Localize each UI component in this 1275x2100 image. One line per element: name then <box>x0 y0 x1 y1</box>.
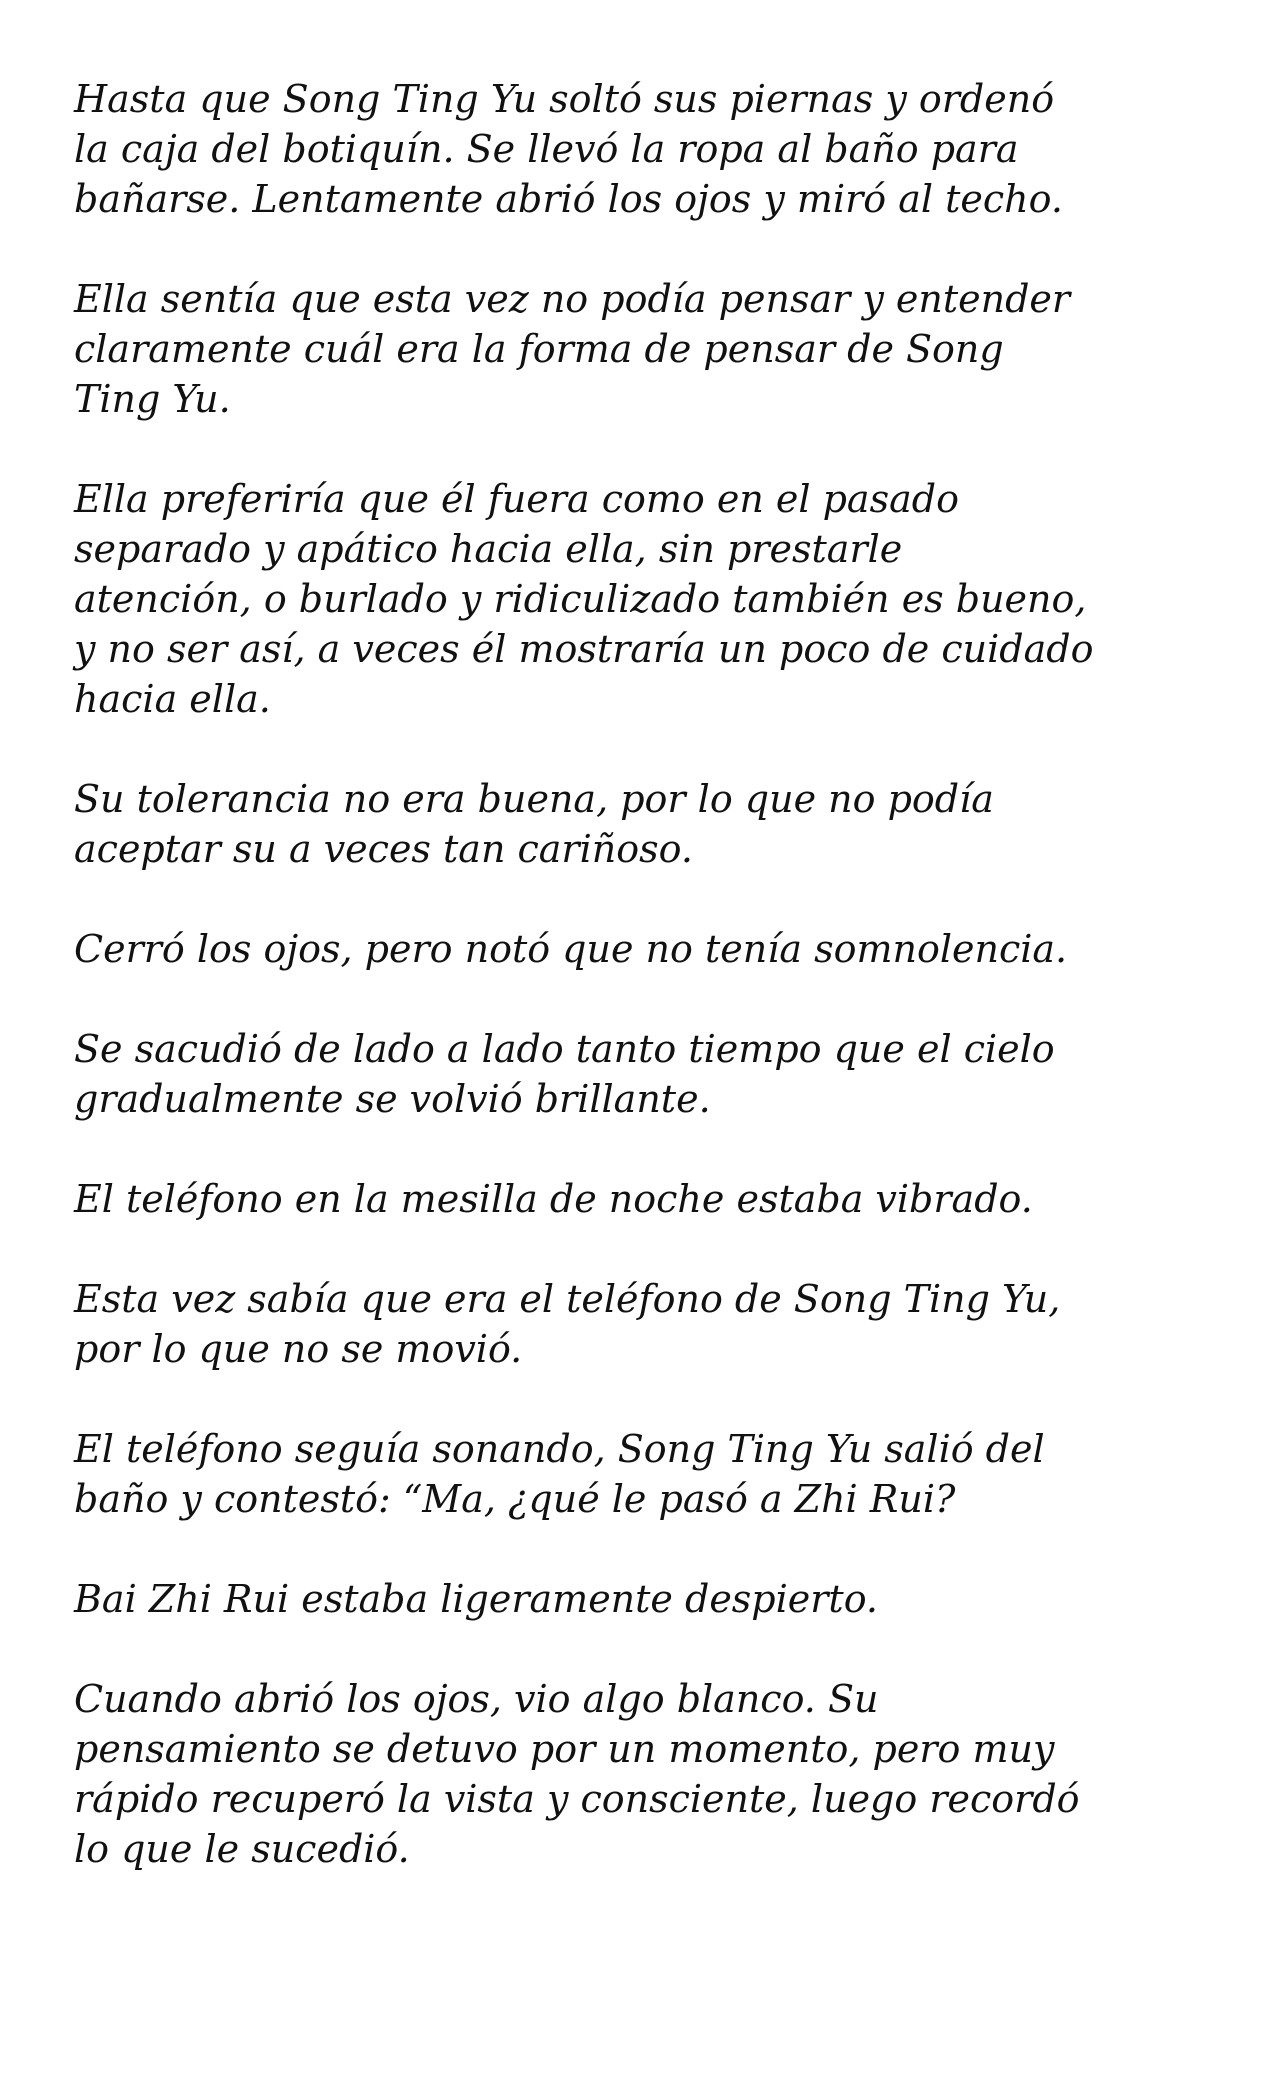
paragraph: Su tolerancia no era buena, por lo que no podía aceptar su a veces tan cariñoso. <box>74 777 994 871</box>
paragraph: El teléfono seguía sonando, Song Ting Yu salió del baño y contestó: “Ma, ¿qué le pasó a Zhi Rui? <box>74 1427 1045 1521</box>
paragraph: El teléfono en la mesilla de noche estaba vibrado. <box>74 1177 1033 1221</box>
paragraph: Cerró los ojos, pero notó que no tenía somnolencia. <box>74 927 1068 971</box>
paragraph: Bai Zhi Rui estaba ligeramente despierto. <box>74 1577 878 1621</box>
paragraph: Se sacudió de lado a lado tanto tiempo que el cielo gradualmente se volvió brillante. <box>74 1027 1055 1121</box>
paragraph: Hasta que Song Ting Yu soltó sus piernas y ordenó la caja del botiquín. Se llevó la ropa al baño para bañarse. Lentamente abrió los ojos y miró al techo. <box>74 77 1063 221</box>
paragraph: Cuando abrió los ojos, vio algo blanco. Su pensamiento se detuvo por un momento, pero muy rápido recuperó la vista y consciente, luego recordó lo que le sucedió. <box>74 1677 1080 1871</box>
paragraph: Ella sentía que esta vez no podía pensar y entender claramente cuál era la forma de pensar de Song Ting Yu. <box>74 277 1071 421</box>
paragraph: Ella preferiría que él fuera como en el pasado separado y apático hacia ella, sin prestarle atención, o burlado y ridiculizado también es bueno, y no ser así, a veces él mostraría un poco de cuidado hacia ella. <box>74 477 1094 721</box>
paragraph: Esta vez sabía que era el teléfono de Song Ting Yu, por lo que no se movió. <box>74 1277 1061 1371</box>
